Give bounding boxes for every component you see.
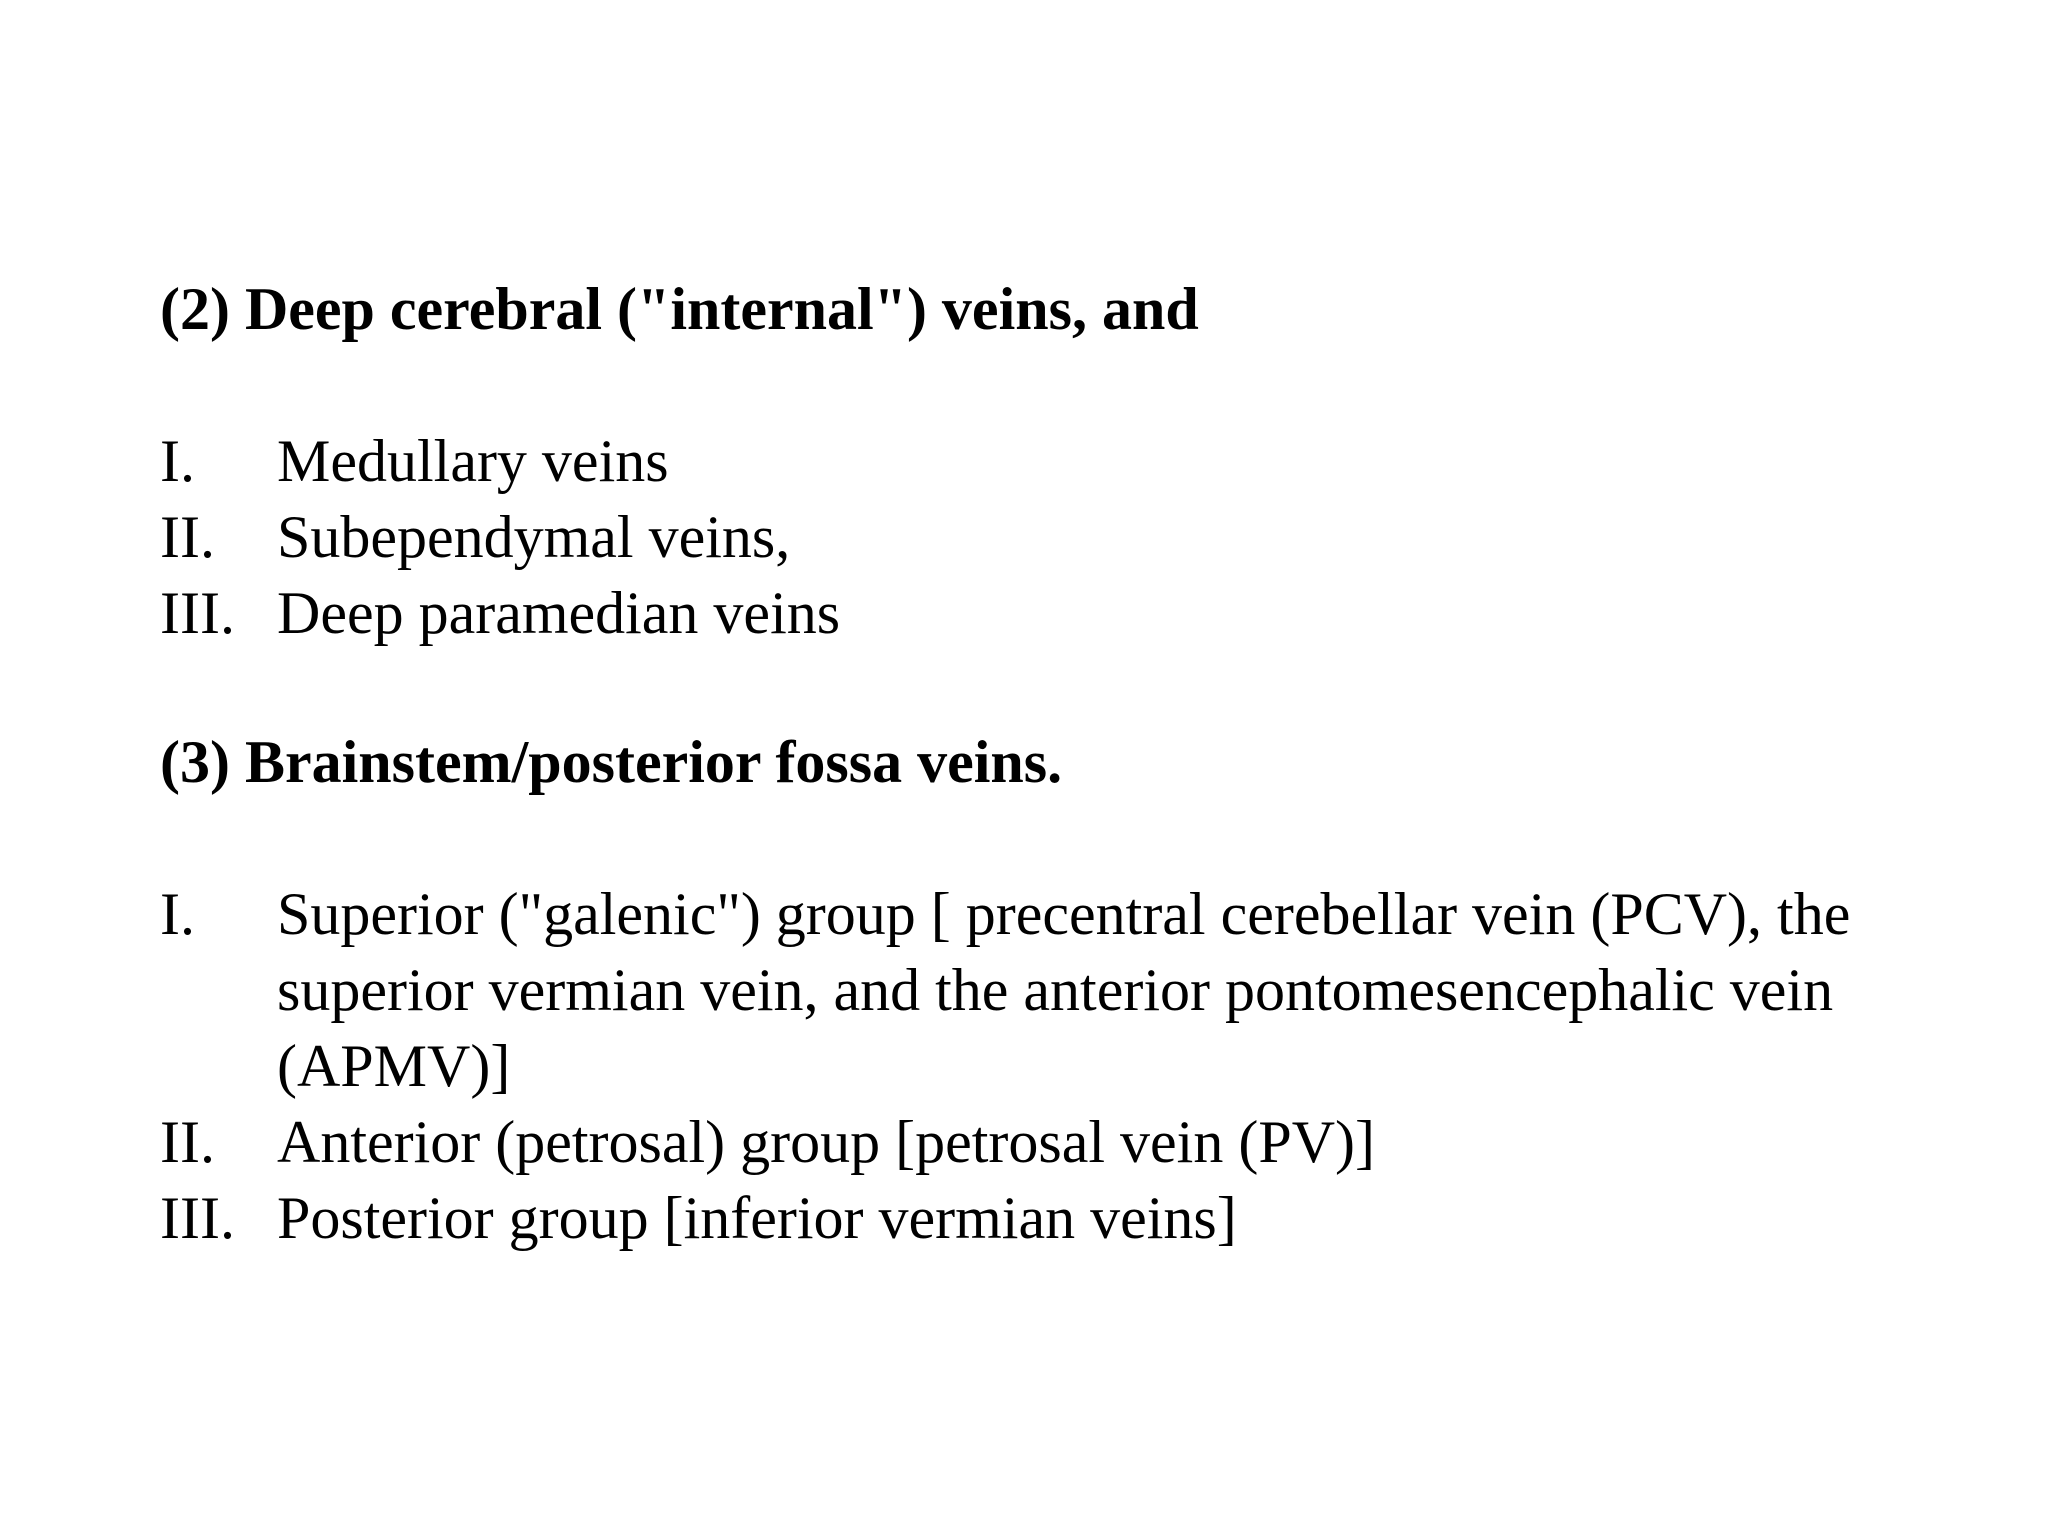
list-numeral: III. [160, 1185, 235, 1251]
list-item-text: Medullary veins [277, 428, 669, 494]
deep-cerebral-veins-list [160, 423, 1960, 651]
brainstem-veins-list [160, 876, 1960, 1256]
list-item-text: Deep paramedian veins [277, 580, 841, 646]
list-item-text: Subependymal veins, [277, 504, 791, 570]
list-item [160, 1180, 1960, 1256]
section-heading-brainstem-veins: (3) Brainstem/posterior fossa veins. [160, 729, 1063, 795]
list-numeral: I. [160, 428, 195, 494]
list-item [160, 499, 1960, 575]
list-item [160, 575, 1960, 651]
list-item [160, 1104, 1960, 1180]
list-numeral: III. [160, 580, 235, 646]
list-numeral: II. [160, 1109, 215, 1175]
list-item-text: Posterior group [inferior vermian veins] [277, 1185, 1237, 1251]
list-item [160, 423, 1960, 499]
slide-content [160, 270, 1960, 1256]
section-heading-deep-cerebral-veins: (2) Deep cerebral ("internal") veins, and [160, 276, 1199, 342]
list-item-text: Superior ("galenic") group [ precentral cerebellar vein (PCV), the superior vermian vein, and the anterior pontomesencephalic vein (APMV)] [277, 881, 1851, 1099]
list-numeral: II. [160, 504, 215, 570]
list-numeral: I. [160, 881, 195, 947]
list-item [160, 876, 1960, 1104]
list-item-text: Anterior (petrosal) group [petrosal vein (PV)] [277, 1109, 1375, 1175]
